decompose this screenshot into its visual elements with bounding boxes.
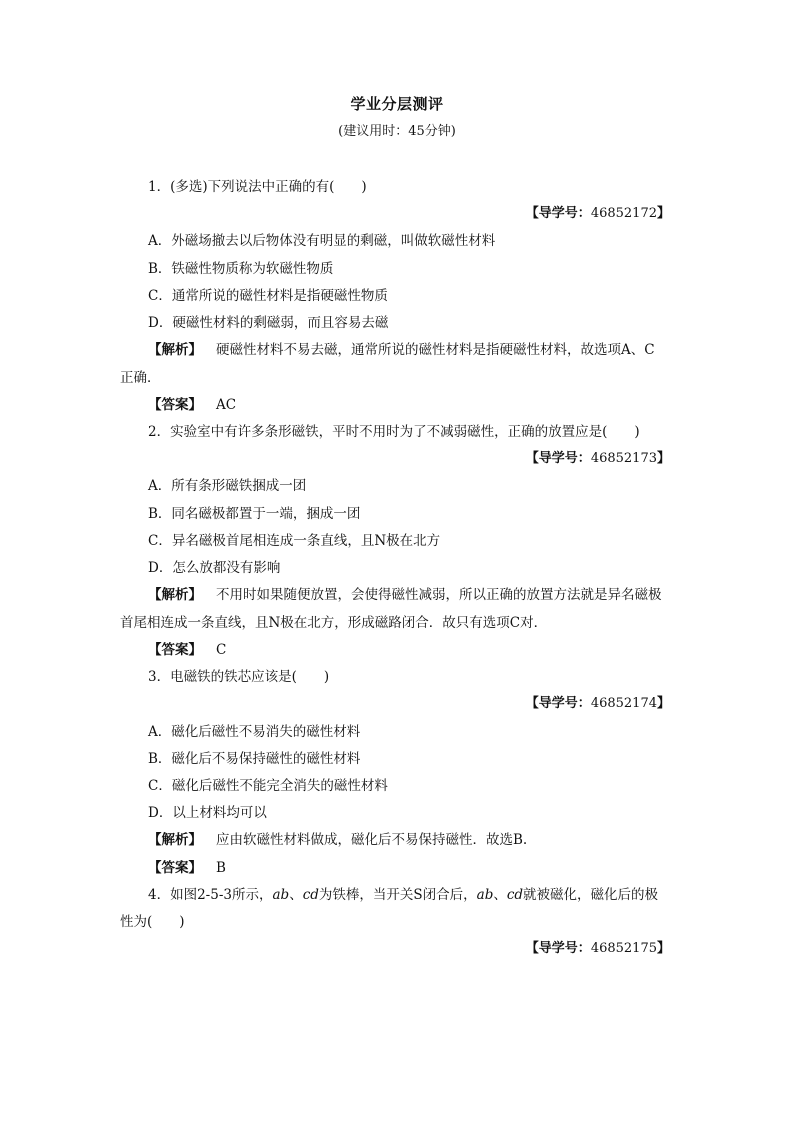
question-2-option-a: A．所有条形磁铁捆成一团: [148, 478, 307, 494]
bracket-open: 【: [525, 696, 539, 711]
question-2-option-c: C．异名磁极首尾相连成一条直线，且N极在北方: [148, 533, 441, 549]
stem-part-2: 为铁棒，当开关S闭合后，: [318, 887, 477, 903]
question-1-option-b: B．铁磁性物质称为软磁性物质: [148, 261, 334, 277]
question-3-option-a: A．磁化后磁性不易消失的磁性材料: [148, 724, 361, 740]
analysis-tag: 【解析】: [148, 587, 202, 603]
question-3-option-d: D．以上材料均可以: [148, 805, 267, 821]
bracket-open: 【: [525, 206, 539, 221]
guide-number: 46852174: [590, 696, 657, 711]
guide-number: 46852175: [590, 941, 657, 956]
question-2-analysis-cont: 首尾相连成一条直线，且N极在北方，形成磁路闭合．故只有选项C对．: [120, 615, 548, 631]
question-4-guide-number: [526, 940, 670, 958]
question-1-guide-number: [526, 205, 670, 223]
rod-cd: cd: [302, 887, 319, 903]
page-subtitle: (建议用时：45分钟): [338, 124, 456, 139]
question-2-answer: [148, 641, 226, 659]
question-3-stem: 3．电磁铁的铁芯应该是( ): [148, 669, 330, 685]
guide-number: 46852172: [590, 206, 657, 221]
answer-text: C: [216, 642, 227, 658]
answer-text: AC: [216, 397, 237, 413]
analysis-text: 应由软磁性材料做成，磁化后不易保持磁性．故选B.: [216, 832, 528, 848]
guide-label: 导学号：: [538, 451, 591, 466]
answer-tag: 【答案】: [148, 642, 202, 658]
question-2-stem: 2．实验室中有许多条形磁铁，平时不用时为了不减弱磁性，正确的放置应是( ): [148, 424, 640, 440]
guide-label: 导学号：: [538, 941, 591, 956]
question-2-guide-number: [526, 450, 670, 468]
guide-label: 导学号：: [538, 696, 591, 711]
question-1-analysis-cont: 正确．: [120, 370, 161, 386]
bracket-close: 】: [656, 451, 670, 466]
bracket-close: 】: [656, 696, 670, 711]
bracket-close: 】: [656, 941, 670, 956]
stem-part-3: 就被磁化，磁化后的极: [523, 887, 659, 903]
bracket-open: 【: [525, 451, 539, 466]
guide-label: 导学号：: [538, 206, 591, 221]
question-1-analysis: [148, 341, 655, 359]
question-4-stem: [148, 886, 658, 904]
question-3-guide-number: [526, 695, 670, 713]
question-1-option-c: C．通常所说的磁性材料是指硬磁性物质: [148, 288, 388, 304]
question-2-option-b: B．同名磁极都置于一端，捆成一团: [148, 506, 361, 522]
bracket-open: 【: [525, 941, 539, 956]
question-1-option-a: A．外磁场撤去以后物体没有明显的剩磁，叫做软磁性材料: [148, 233, 496, 249]
question-3-analysis: [148, 831, 527, 849]
analysis-tag: 【解析】: [148, 832, 202, 848]
rod-cd-2: cd: [506, 887, 524, 903]
bracket-close: 】: [656, 206, 670, 221]
analysis-text: 硬磁性材料不易去磁，通常所说的磁性材料是指硬磁性材料，故选项A、C: [216, 342, 655, 358]
question-3-answer: [148, 859, 226, 877]
answer-text: B: [216, 860, 226, 876]
question-2-option-d: D．怎么放都没有影响: [148, 560, 281, 576]
analysis-tag: 【解析】: [148, 342, 202, 358]
question-3-option-c: C．磁化后磁性不能完全消失的磁性材料: [148, 778, 388, 794]
answer-tag: 【答案】: [148, 397, 202, 413]
question-2-analysis: [148, 586, 662, 604]
question-3-option-b: B．磁化后不易保持磁性的磁性材料: [148, 751, 361, 767]
separator: 、: [289, 887, 303, 903]
rod-ab: ab: [272, 887, 290, 903]
page-title: 学业分层测评: [350, 95, 444, 113]
question-4-stem-cont: 性为( ): [120, 914, 185, 930]
analysis-text: 不用时如果随便放置，会使得磁性减弱，所以正确的放置方法就是异名磁极: [216, 587, 662, 603]
answer-tag: 【答案】: [148, 860, 202, 876]
question-1-stem: 1．(多选)下列说法中正确的有( ): [148, 179, 367, 195]
rod-ab-2: ab: [476, 887, 494, 903]
guide-number: 46852173: [590, 451, 657, 466]
question-1-answer: [148, 396, 236, 414]
question-1-option-d: D．硬磁性材料的剩磁弱，而且容易去磁: [148, 315, 389, 331]
stem-part-1: 4．如图2-5-3所示，: [148, 887, 273, 903]
separator-2: 、: [493, 887, 507, 903]
